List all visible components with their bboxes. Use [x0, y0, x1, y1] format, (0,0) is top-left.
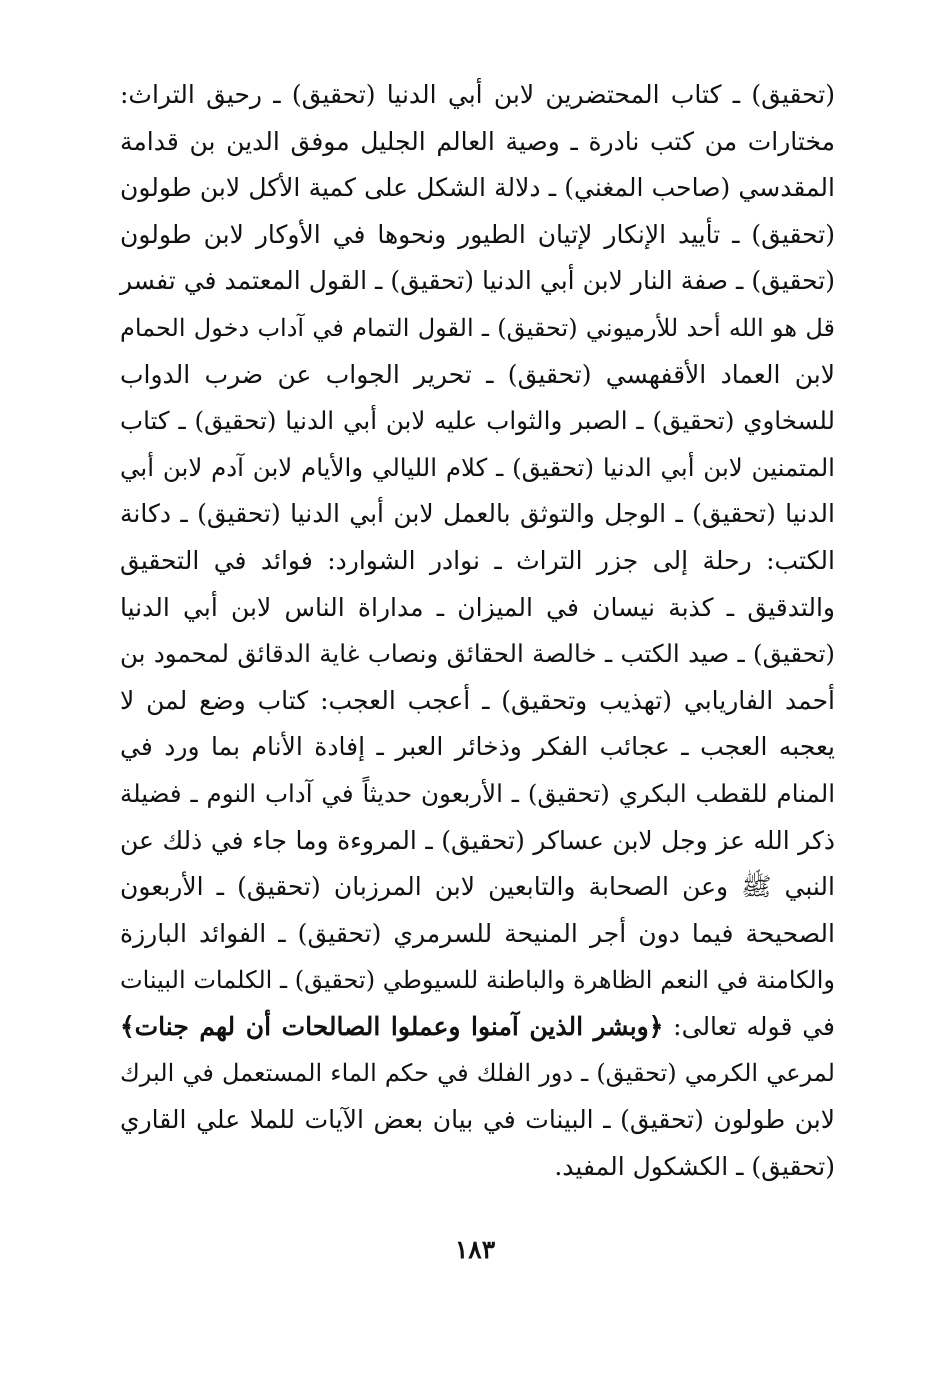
text-line: يعجبه العجب ـ عجائب الفكر وذخائر العبر ـ إفادة الأنام بما ورد في: [120, 732, 835, 762]
text-line: المتمنين لابن أبي الدنيا (تحقيق) ـ كلام الليالي والأيام لابن آدم لابن أبي: [120, 452, 835, 482]
text-line: الصحيحة فيما دون أجر المنيحة للسرمري (تحقيق) ـ الفوائد البارزة: [120, 918, 835, 948]
text-line: مختارات من كتب نادرة ـ وصية العالم الجليل موفق الدين بن قدامة: [120, 126, 835, 156]
ayah-text-line: [120, 1004, 835, 1051]
text-line: (تحقيق) ـ صيد الكتب ـ خالصة الحقائق ونصاب غاية الدقائق لمحمود بن: [120, 639, 835, 669]
text-line: المقدسي (صاحب المغني) ـ دلالة الشكل على كمية الأكل لابن طولون: [120, 173, 835, 203]
page-number: ١٨٣: [454, 1235, 496, 1264]
body-text: [120, 72, 835, 1190]
text-line: الدنيا (تحقيق) ـ الوجل والتوثق بالعمل لابن أبي الدنيا (تحقيق) ـ دكانة: [120, 499, 835, 529]
text-line: أحمد الفاريابي (تهذيب وتحقيق) ـ أعجب العجب: كتاب وضع لمن لا: [120, 685, 835, 715]
text-line: الكتب: رحلة إلى جزر التراث ـ نوادر الشوارد: فوائد في التحقيق: [120, 545, 835, 575]
text-line: (تحقيق) ـ صفة النار لابن أبي الدنيا (تحقيق) ـ القول المعتمد في تفسر: [120, 266, 835, 296]
text-line: (تحقيق) ـ الكشكول المفيد.: [554, 1151, 835, 1181]
text-line: المنام للقطب البكري (تحقيق) ـ الأربعون حديثاً في آداب النوم ـ فضيلة: [120, 778, 835, 808]
text-line: للسخاوي (تحقيق) ـ الصبر والثواب عليه لابن أبي الدنيا (تحقيق) ـ كتاب: [120, 406, 835, 436]
text-line: قل هو الله أحد للأرميوني (تحقيق) ـ القول التمام في آداب دخول الحمام: [120, 313, 835, 342]
text-line: (تحقيق) ـ كتاب المحتضرين لابن أبي الدنيا (تحقيق) ـ رحيق التراث:: [120, 80, 835, 109]
text-line: النبي ﷺ وعن الصحابة والتابعين لابن المرزبان (تحقيق) ـ الأربعون: [120, 872, 835, 902]
text-line: لمرعي الكرمي (تحقيق) ـ دور الفلك في حكم الماء المستعمل في البرك: [120, 1059, 835, 1088]
text-line: (تحقيق) ـ تأييد الإنكار لإتيان الطيور ونحوها في الأوكار لابن طولون: [120, 219, 835, 249]
quranic-verse: ﴿وبشر الذين آمنوا وعملوا الصالحات أن لهم جنات﴾: [120, 1011, 664, 1041]
text-line: لابن العماد الأقفهسي (تحقيق) ـ تحرير الجواب عن ضرب الدواب: [120, 359, 835, 389]
ayah-prefix: في قوله تعالى:: [663, 1011, 835, 1041]
text-line: والكامنة في النعم الظاهرة والباطنة للسيوطي (تحقيق) ـ الكلمات البينات: [120, 966, 835, 995]
text-line: والتدقيق ـ كذبة نيسان في الميزان ـ مداراة الناس لابن أبي الدنيا: [120, 592, 835, 622]
text-line: ذكر الله عز وجل لابن عساكر (تحقيق) ـ المروءة وما جاء في ذلك عن: [120, 825, 835, 855]
text-line: لابن طولون (تحقيق) ـ البينات في بيان بعض الآيات للملا علي القاري: [120, 1105, 835, 1135]
